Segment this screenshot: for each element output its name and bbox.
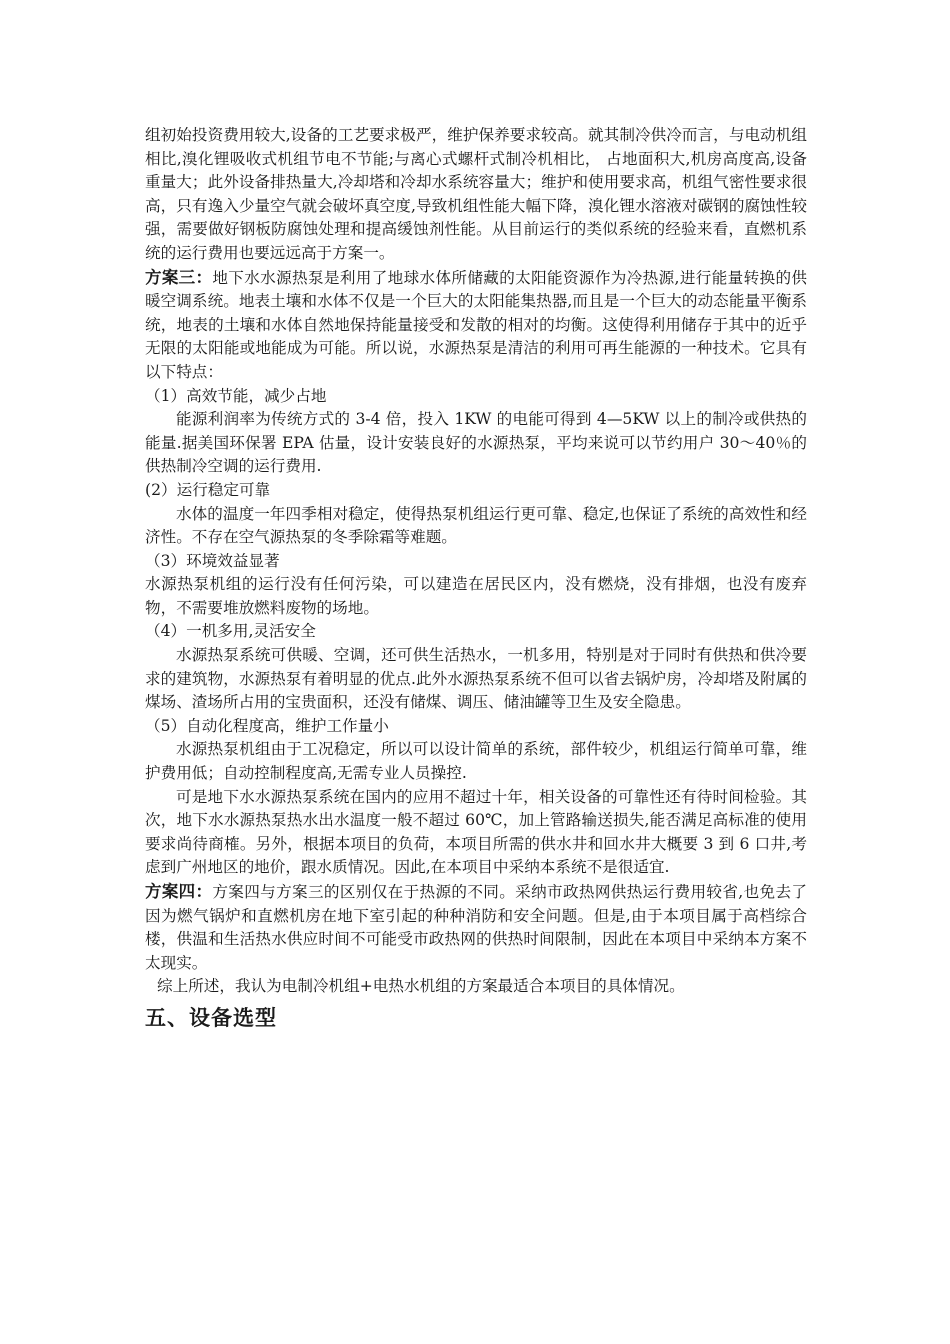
scheme4-text: 方案四与方案三的区别仅在于热源的不同。采纳市政热网供热运行费用较省,也免去了因为燃气锅炉和直燃机房在地下室引起的种种消防和安全问题。但是,由于本项目属于高档综合楼，供温和生活热水供应时间不可能受市政热网的供热时间限制，因此在本项目中采纳本方案不太现实。	[145, 883, 807, 972]
feature-4-text: 水源热泵系统可供暖、空调，还可供生活热水，一机多用，特别是对于同时有供热和供冷要求的建筑物，水源热泵有着明显的优点.此外水源热泵系统不但可以省去锅炉房，冷却塔及附属的煤场、渣场所占用的宝贵面积，还没有储煤、调压、储油罐等卫生及安全隐患。	[145, 646, 807, 712]
scheme3-conclusion: 可是地下水水源热泵系统在国内的应用不超过十年，相关设备的可靠性还有待时间检验。其次，地下水水源热泵热水出水温度一般不超过 60℃，加上管路输送损失,能否满足高标准的使用要求尚待商榷。另外，根据本项目的负荷，本项目所需的供水井和回水井大概要 3 到 6 口井,考虑到广州地区的地价，跟水质情况。因此,在本项目中采纳本系统不是很适宜.	[145, 787, 807, 877]
feature-1-text: 能源利润率为传统方式的 3-4 倍，投入 1KW 的电能可得到 4—5KW 以上的制冷或供热的能量.据美国环保署 EPA 估量，设计安装良好的水源热泵，平均来说可以节约用户 30～40％的供热制冷空调的运行费用.	[145, 410, 807, 476]
feature-3-text: 水源热泵机组的运行没有任何污染，可以建造在居民区内，没有燃烧，没有排烟，也没有废弃物，不需要堆放燃料废物的场地。	[145, 575, 807, 617]
feature-5-text: 水源热泵机组由于工况稳定，所以可以设计简单的系统，部件较少，机组运行简单可靠，维护费用低；自动控制程度高,无需专业人员操控.	[145, 740, 807, 783]
section-heading: 五、设备选型	[145, 1005, 277, 1030]
feature-2-title: (2）运行稳定可靠	[145, 480, 271, 499]
scheme3-text: 地下水水源热泵是利用了地球水体所储藏的太阳能资源作为冷热源,进行能量转换的供暖空调系统。地表土壤和水体不仅是一个巨大的太阳能集热器,而且是一个巨大的动态能量平衡系统，地表的土壤和水体自然地保持能量接受和发散的相对的均衡。这使得利用储存于其中的近乎无限的太阳能或地能成为可能。所以说，水源热泵是清洁的利用可再生能源的一种技术。它具有以下特点：	[145, 268, 807, 381]
summary-paragraph: 综上所述，我认为电制冷机组+电热水机组的方案最适合本项目的具体情况。	[157, 977, 685, 996]
document-body	[145, 124, 807, 1033]
feature-2-text: 水体的温度一年四季相对稳定，使得热泵机组运行更可靠、稳定,也保证了系统的高效性和经济性。不存在空气源热泵的冬季除霜等难题。	[145, 504, 807, 547]
scheme3-label: 方案三：	[145, 267, 213, 287]
scheme4-label: 方案四：	[145, 882, 213, 901]
feature-5-title: （5）自动化程度高，维护工作量小	[145, 716, 389, 735]
feature-3-title: （3）环境效益显著	[145, 551, 280, 570]
feature-1-title: （1）高效节能，减少占地	[145, 386, 327, 405]
paragraph-scheme2-cont: 组初始投资费用较大,设备的工艺要求极严，维护保养要求较高。就其制冷供冷而言，与电动机组相比,溴化锂吸收式机组节电不节能;与离心式螺杆式制冷机相比， 占地面积大,机房高度高,设备重量大；此外设备排热量大,冷却塔和冷却水系统容量大；维护和使用要求高，机组气密性要求很高，只有逸入少量空气就会破坏真空度,导致机组性能大幅下降，溴化锂水溶液对碳钢的腐蚀性较强，需要做好钢板防腐蚀处理和提高缓蚀剂性能。从目前运行的类似系统的经验来看，直燃机系统的运行费用也要远远高于方案一。	[145, 126, 807, 262]
feature-4-title: （4）一机多用,灵活安全	[145, 622, 316, 641]
paragraph-scheme3	[145, 266, 807, 385]
paragraph-scheme4	[145, 880, 807, 975]
